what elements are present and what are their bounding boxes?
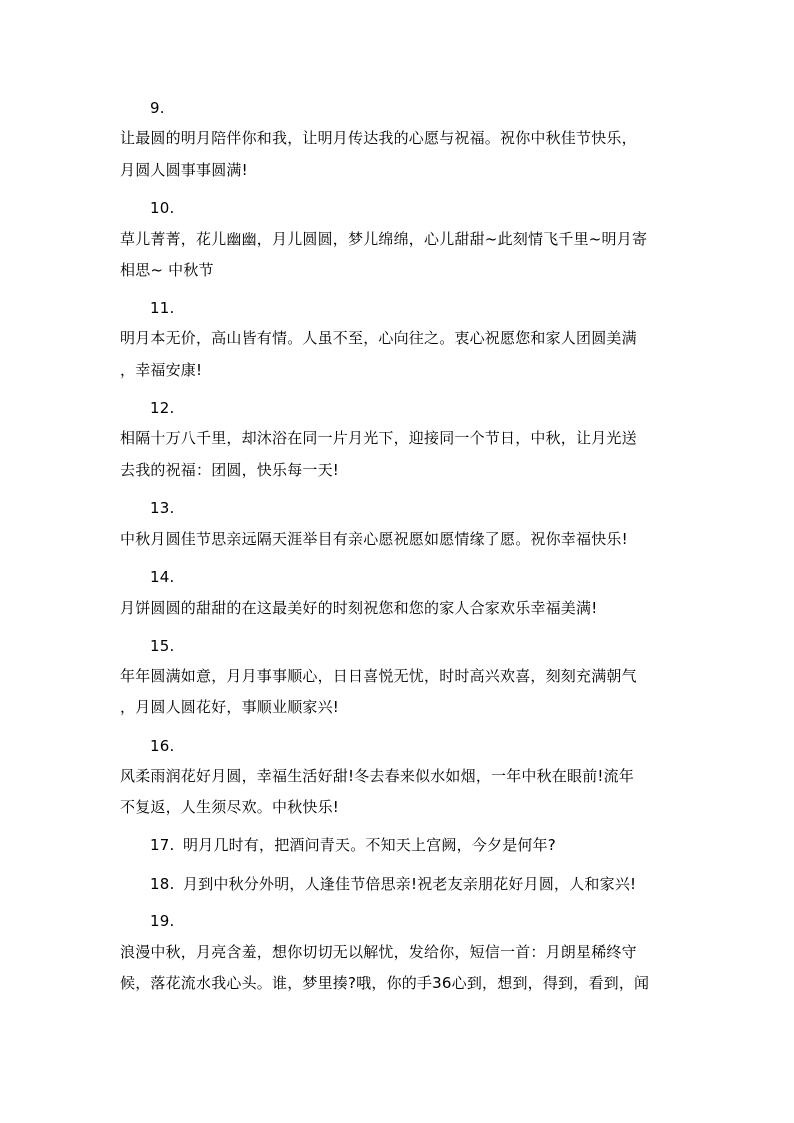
item-11-number: 11.	[150, 299, 175, 317]
item-13-text-line-1: 中秋月圆佳节思亲远隔天涯举目有亲心愿祝愿如愿情缘了愿。祝你幸福快乐!	[120, 530, 628, 548]
item-19-text-line-2: 候，落花流水我心头。谁，梦里揍?哦，你的手36心到，想到，得到，看到，闻	[120, 974, 650, 992]
item-15-number: 15.	[150, 637, 175, 655]
item-9-text-line-1: 让最圆的明月陪伴你和我，让明月传达我的心愿与祝福。祝你中秋佳节快乐，	[120, 129, 637, 147]
item-14-text-line-1: 月饼圆圆的甜甜的在这最美好的时刻祝您和您的家人合家欢乐幸福美满!	[120, 599, 598, 617]
item-19-text-line-1: 浪漫中秋，月亮含羞，想你切切无以解忧，发给你，短信一首：月朗星稀终守	[120, 943, 637, 961]
item-16-text-line-1: 风柔雨润花好月圆，幸福生活好甜!冬去春来似水如烟，一年中秋在眼前!流年	[120, 767, 635, 785]
item-13-number: 13.	[150, 499, 175, 517]
item-16-number: 16.	[150, 737, 175, 755]
item-11-text-line-2: ，幸福安康!	[120, 361, 203, 379]
item-10-text-line-2: 相思~ 中秋节	[120, 261, 214, 279]
item-15-text-line-2: ，月圆人圆花好，事顺业顺家兴!	[120, 698, 340, 716]
item-18-text: 月到中秋分外明，人逢佳节倍思亲!祝老友亲朋花好月圆，人和家兴!	[183, 875, 637, 893]
item-10-number: 10.	[150, 199, 175, 217]
item-9-number: 9.	[150, 99, 165, 117]
item-12-number: 12.	[150, 399, 175, 417]
item-10-text-line-1: 草儿菁菁，花儿幽幽，月儿圆圆，梦儿绵绵，心儿甜甜~此刻情飞千里~明月寄	[120, 230, 648, 248]
item-12-text-line-2: 去我的祝福：团圆，快乐每一天!	[120, 461, 340, 479]
item-15-text-line-1: 年年圆满如意，月月事事顺心，日日喜悦无忧，时时高兴欢喜，刻刻充满朝气	[120, 667, 637, 685]
item-12-text-line-1: 相隔十万八千里，却沐浴在同一片月光下，迎接同一个节日，中秋，让月光送	[120, 429, 637, 447]
item-17-text: 明月几时有，把酒问青天。不知天上宫阙，今夕是何年?	[183, 836, 556, 854]
item-17-number: 17.	[150, 836, 175, 854]
item-14-number: 14.	[150, 568, 175, 586]
item-18-number: 18.	[150, 875, 175, 893]
item-9-text-line-2: 月圆人圆事事圆满!	[120, 161, 248, 179]
item-11-text-line-1: 明月本无价，高山皆有情。人虽不至，心向往之。衷心祝愿您和家人团圆美满	[120, 329, 637, 347]
item-16-text-line-2: 不复返，人生须尽欢。中秋快乐!	[120, 798, 340, 816]
item-19-number: 19.	[150, 912, 175, 930]
